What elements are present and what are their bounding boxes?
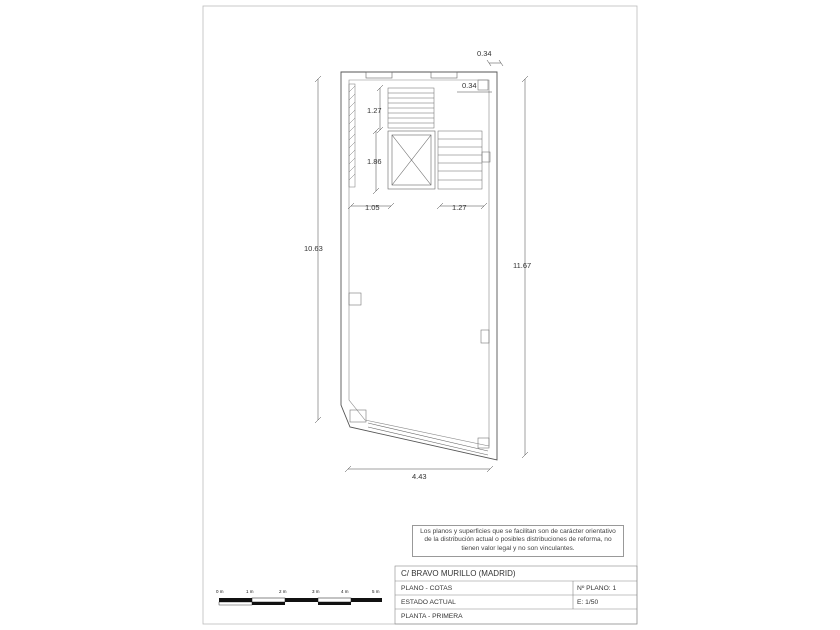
dim-left-length: 10.63 <box>304 244 323 253</box>
dim-stair-run: 1.27 <box>367 106 382 115</box>
plano-label: PLANO - COTAS <box>401 585 453 592</box>
dim-elevator-depth: 1.86 <box>367 157 382 166</box>
dim-left-gap: 1.05 <box>365 203 380 212</box>
elevator-shaft <box>388 131 435 189</box>
building-outline <box>341 72 497 460</box>
scale-label-1: 1 m <box>246 589 254 594</box>
hatched-wall <box>349 84 355 187</box>
storefront-window <box>368 423 488 455</box>
scale-label-4: 4 m <box>341 589 349 594</box>
address-text: C/ BRAVO MURILLO (MADRID) <box>401 569 516 578</box>
dim-right-length: 11.67 <box>513 261 532 270</box>
stair-upper <box>388 88 434 128</box>
title-block <box>395 566 637 626</box>
scale-label-3: 3 m <box>312 589 320 594</box>
dim-stair-width: 1.27 <box>452 203 467 212</box>
scale-bar <box>219 598 382 605</box>
plan-number: Nº PLANO: 1 <box>577 585 617 592</box>
estado-label: ESTADO ACTUAL <box>401 599 456 606</box>
planta-label: PLANTA - PRIMERA <box>401 613 463 620</box>
scale-label-2: 2 m <box>279 589 287 594</box>
dim-top-offset-a: 0.34 <box>477 49 492 58</box>
scale-text: E: 1/50 <box>577 599 599 606</box>
top-openings <box>366 72 457 78</box>
dim-bottom-width: 4.43 <box>412 472 427 481</box>
dimension-lines <box>315 60 528 472</box>
dim-top-offset-b: 0.34 <box>462 81 477 90</box>
scale-label-0: 0 m <box>216 589 224 594</box>
stair-lower <box>438 131 482 189</box>
scale-label-5: 5 m <box>372 589 380 594</box>
disclaimer-note: Los planos y superficies que se facilitan son de carácter orientativo de la distribución actual o posibles distribuciones de reforma, no tienen valor legal y no son vinculantes. <box>412 525 624 557</box>
